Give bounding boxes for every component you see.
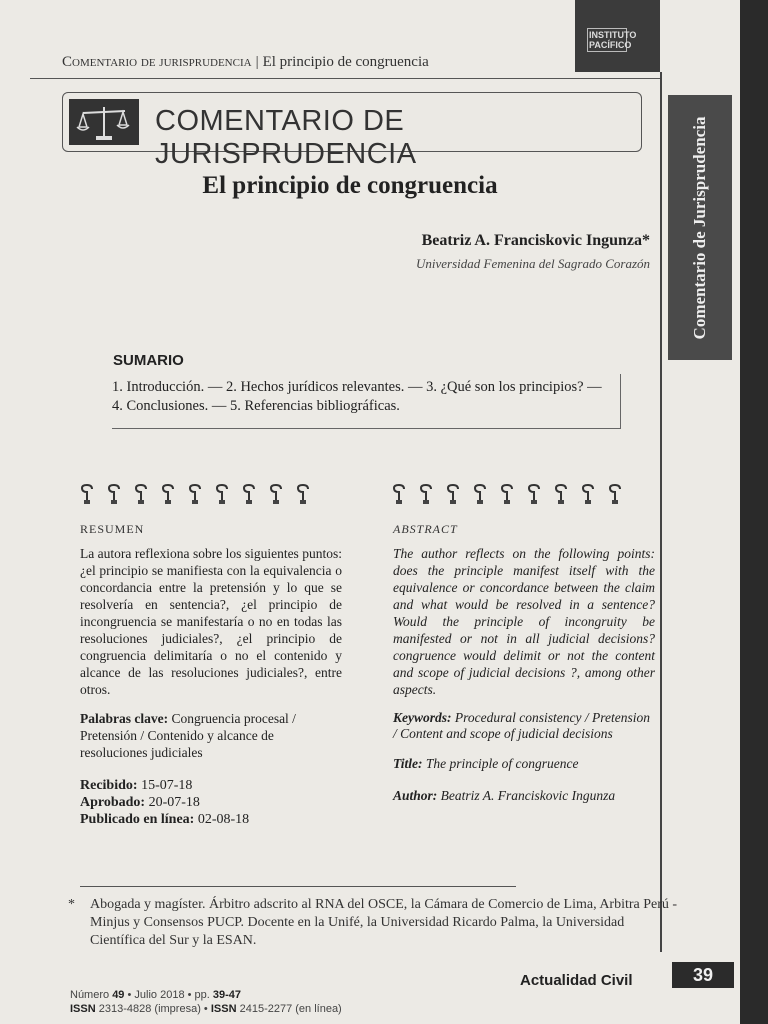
spiral-icon bbox=[392, 484, 406, 506]
page-edge-dark bbox=[740, 0, 768, 1024]
aprobado-date: Aprobado: 20-07-18 bbox=[80, 795, 200, 810]
spiral-icon bbox=[107, 484, 121, 506]
spiral-icon bbox=[527, 484, 541, 506]
abstract-keywords: Keywords: Procedural consistency / Pretension / Content and scope of judicial decisions bbox=[393, 710, 650, 741]
spiral-icon bbox=[296, 484, 310, 506]
publisher-logo: INSTITUTO PACÍFICO bbox=[589, 30, 637, 50]
abstract-author: Author: Beatriz A. Franciskovic Ingunza bbox=[393, 788, 616, 803]
abstract-body: The author reflects on the following points: does the principle manifest itself with the equivalence or concordance between the claim and what would be resolved in a sentence? Would the principle of incongruity be manifested or not in all judicial decisions? congruence would delimit or not the content and scope of judicial decisions ?, among other aspects. bbox=[393, 546, 655, 697]
footnote-marker: * bbox=[68, 897, 75, 912]
side-tab-label: Comentario de Jurisprudencia bbox=[690, 116, 709, 339]
recibido-date: Recibido: 15-07-18 bbox=[80, 778, 193, 793]
spiral-icon bbox=[188, 484, 202, 506]
author-affiliation: Universidad Femenina del Sagrado Corazón bbox=[416, 256, 650, 271]
spiral-icon bbox=[269, 484, 283, 506]
resumen-body: La autora reflexiona sobre los siguientes puntos: ¿el principio se manifiesta con la equivalencia o concordancia entre la pretensión y lo que se resolvería en sentencia?, ¿el principio de incongruencia se manifestaría o no en todas las resoluciones judiciales?, ¿el principio de congruencia delimitaría o no el contenido y alcance de las resoluciones judiciales?, entre otros. bbox=[80, 546, 342, 697]
scales-of-justice-icon bbox=[69, 99, 139, 145]
header-rule bbox=[30, 78, 660, 79]
spiral-icon bbox=[419, 484, 433, 506]
spiral-icon bbox=[242, 484, 256, 506]
sumario-box bbox=[112, 374, 621, 429]
running-head-section: Comentario de jurisprudencia bbox=[62, 54, 252, 70]
spiral-icon bbox=[473, 484, 487, 506]
spiral-icon bbox=[446, 484, 460, 506]
running-head: Comentario de jurisprudencia | El principio de congruencia bbox=[62, 54, 429, 70]
spiral-icon bbox=[161, 484, 175, 506]
journal-name: Actualidad Civil bbox=[520, 972, 633, 989]
spiral-icon bbox=[608, 484, 622, 506]
spiral-icon bbox=[134, 484, 148, 506]
section-side-tab bbox=[668, 95, 732, 360]
resumen-heading: RESUMEN bbox=[80, 522, 145, 536]
section-banner bbox=[62, 92, 642, 170]
abstract-title: Title: The principle of congruence bbox=[393, 756, 579, 771]
issue-info: Número 49 • Julio 2018 • pp. 39-47 ISSN 2313-4828 (impresa) • ISSN 2415-2277 (en línea) bbox=[70, 989, 342, 1015]
spiral-binding-left bbox=[80, 484, 310, 510]
abstract-column bbox=[393, 522, 655, 804]
resumen-dates bbox=[80, 777, 342, 828]
sumario-heading: SUMARIO bbox=[113, 352, 184, 369]
spiral-binding-right bbox=[392, 484, 622, 510]
article-title: El principio de congruencia bbox=[202, 172, 498, 199]
sumario-text: 1. Introducción. — 2. Hechos jurídicos relevantes. — 3. ¿Qué son los principios? — 4. Conclusiones. — 5. Referencias bibliográficas. bbox=[112, 379, 602, 414]
resumen-column bbox=[80, 522, 342, 828]
footnote-text: Abogada y magíster. Árbitro adscrito al RNA del OSCE, la Cámara de Comercio de Lima, Arbitra Perú - Minjus y Consensos PUCP. Docente en la Unifé, la Universidad Ricardo Palma, la Universidad Científica del Sur y la ESAN. bbox=[90, 897, 678, 948]
spiral-icon bbox=[215, 484, 229, 506]
spiral-icon bbox=[80, 484, 94, 506]
spiral-icon bbox=[581, 484, 595, 506]
footnote-rule bbox=[80, 886, 516, 887]
spiral-icon bbox=[500, 484, 514, 506]
banner-title: COMENTARIO DE JURISPRUDENCIA bbox=[155, 105, 417, 170]
publicado-date: Publicado en línea: 02-08-18 bbox=[80, 812, 250, 827]
footnote bbox=[68, 896, 678, 950]
page-edge-line bbox=[660, 72, 662, 952]
running-head-title: El principio de congruencia bbox=[262, 54, 429, 70]
page-number: 39 bbox=[672, 962, 734, 988]
article-author: Beatriz A. Franciskovic Ingunza* bbox=[421, 232, 650, 249]
abstract-heading: ABSTRACT bbox=[393, 522, 458, 536]
spiral-icon bbox=[554, 484, 568, 506]
resumen-keywords: Palabras clave: Congruencia procesal / Pretensión / Contenido y alcance de resoluciones judiciales bbox=[80, 711, 296, 760]
